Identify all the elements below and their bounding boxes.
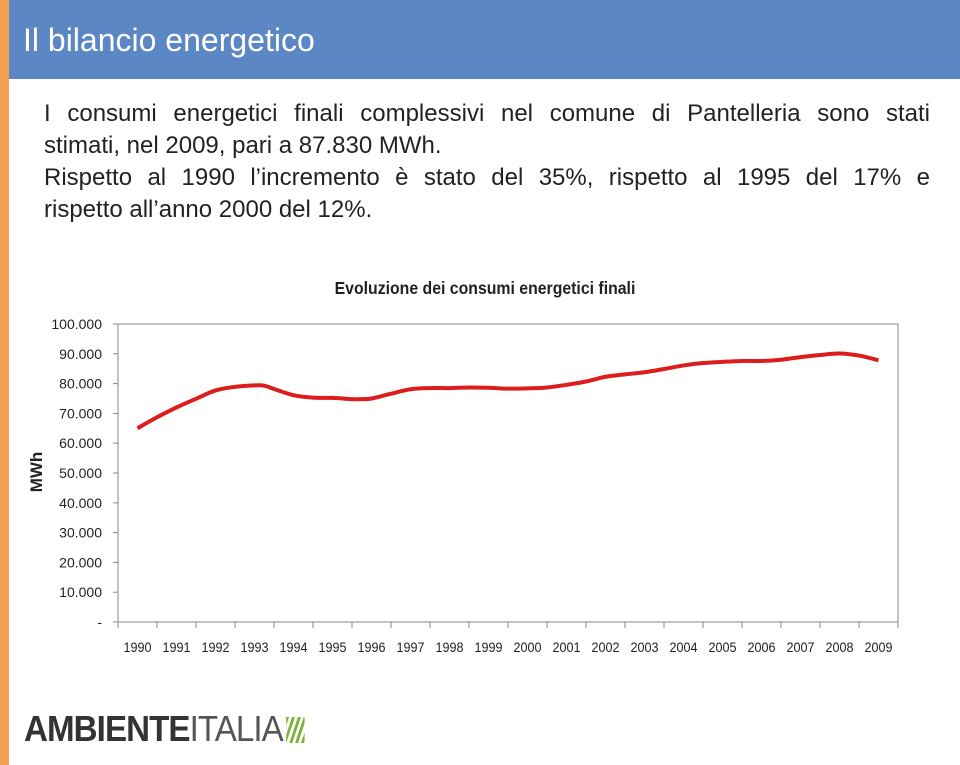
summary-line-1: I consumi energetici finali complessivi nel comune di Pantelleria sono stati <box>44 100 930 127</box>
x-tick-label: 2008 <box>825 639 854 656</box>
summary-line-4: rispetto all’anno 2000 del 12%. <box>44 196 373 223</box>
x-tick-label: 2009 <box>864 639 893 656</box>
logo-part-italia: ITALIA <box>189 708 283 749</box>
y-axis-label: MWh <box>27 451 46 493</box>
y-tick-label: 60.000 <box>59 435 102 452</box>
x-tick-label: 1991 <box>162 639 191 656</box>
y-tick-label: 40.000 <box>59 494 102 511</box>
x-tick-label: 1994 <box>279 639 308 656</box>
y-tick-label: 90.000 <box>59 345 102 362</box>
logo-stripes-icon <box>287 717 305 743</box>
x-tick-label: 2000 <box>513 639 542 656</box>
plot-area <box>118 324 898 622</box>
x-tick-label: 2004 <box>669 639 698 656</box>
x-tick-label: 2003 <box>630 639 659 656</box>
y-tick-label: 30.000 <box>59 524 102 541</box>
x-tick-label: 1990 <box>123 639 152 656</box>
y-tick-label: 50.000 <box>59 465 102 481</box>
x-tick-label: 1995 <box>318 639 347 656</box>
y-tick-label: - <box>97 614 102 630</box>
x-tick-label: 1998 <box>435 639 464 656</box>
x-tick-label: 1993 <box>240 639 269 656</box>
x-tick-label: 2007 <box>786 639 815 656</box>
x-tick-label: 1992 <box>201 639 230 656</box>
x-tick-label: 2002 <box>591 639 620 656</box>
x-tick-label: 2006 <box>747 639 776 656</box>
logo-part-ambiente: AMBIENTE <box>24 708 190 749</box>
x-tick-label: 1999 <box>474 639 503 656</box>
chart-title: Evoluzione dei consumi energetici finali <box>334 278 636 299</box>
page-title: Il bilancio energetico <box>23 22 315 58</box>
x-tick-label: 1996 <box>357 639 386 656</box>
y-tick-label: 10.000 <box>59 584 102 601</box>
summary-line-2: stimati, nel 2009, pari a 87.830 MWh. <box>44 132 442 159</box>
x-tick-label: 1997 <box>396 639 425 656</box>
x-tick-label: 2005 <box>708 639 737 656</box>
y-tick-label: 20.000 <box>59 554 102 571</box>
x-tick-label: 2001 <box>552 639 581 656</box>
y-tick-label: 80.000 <box>59 375 102 392</box>
y-tick-label: 100.000 <box>51 316 102 332</box>
ambiente-italia-logo <box>24 708 305 750</box>
summary-line-3: Rispetto al 1990 l’incremento è stato del 35%, rispetto al 1995 del 17% e <box>44 164 930 191</box>
y-tick-label: 70.000 <box>59 405 102 422</box>
